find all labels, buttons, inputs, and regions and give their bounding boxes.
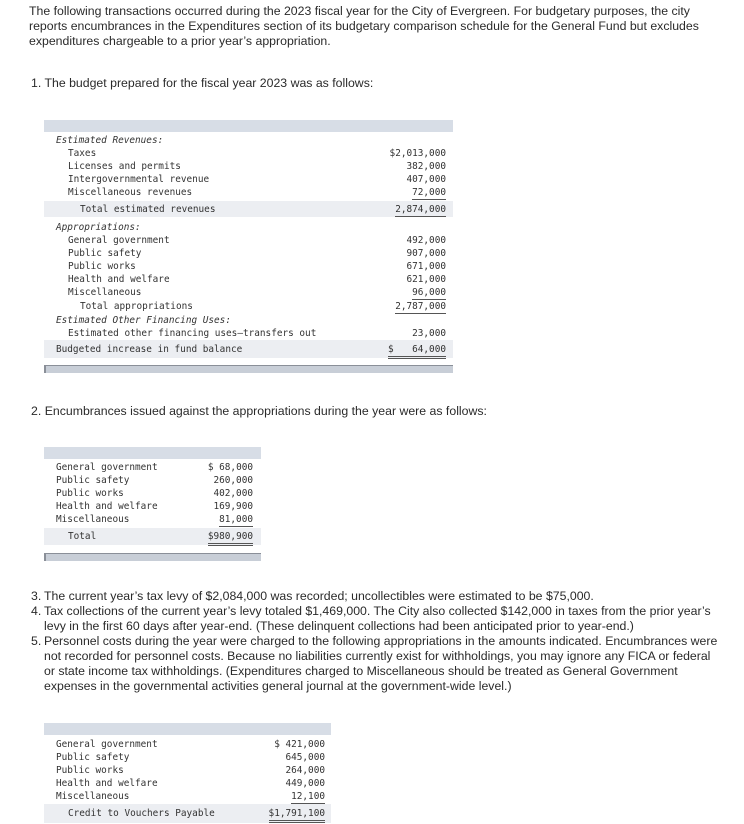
table-row — [56, 487, 253, 500]
table-row — [68, 234, 446, 247]
item-text: Personnel costs during the year were charged to the following appropriations in the amounts indicated. Encumbrances were not recorded for personnel costs. Because no liabilities currently exist for withholdings, you may ignore any FICA or federal or state income tax withholdings. (Expenditures charged to Miscellaneous should be treated as General Government expenses in the governmental activities general journal at the government-wide level.) — [44, 634, 718, 693]
item-number: 3. — [31, 589, 42, 603]
list-item — [31, 634, 721, 694]
table-row — [68, 173, 446, 186]
table-row — [68, 160, 446, 173]
appropriations-header: Appropriations: — [56, 222, 141, 233]
row-amount: 492,000 — [406, 235, 446, 246]
table-header-bar — [44, 447, 261, 459]
row-amount: $ 64,000 — [388, 343, 446, 359]
row-label: Miscellaneous — [68, 287, 142, 298]
list-item — [31, 604, 721, 634]
row-amount: $1,791,100 — [269, 807, 325, 823]
personnel-table — [44, 723, 331, 824]
row-label: Miscellaneous — [56, 791, 130, 802]
row-amount: 72,000 — [412, 187, 446, 198]
row-amount: 264,000 — [285, 765, 325, 776]
item-1-text: The budget prepared for the fiscal year 2023 was as follows: — [44, 76, 374, 90]
row-amount: 96,000 — [412, 287, 446, 298]
row-label: Credit to Vouchers Payable — [68, 808, 215, 819]
row-amount: 12,100 — [291, 791, 325, 802]
row-label: Miscellaneous revenues — [68, 187, 193, 198]
dollar-sign: $ — [388, 344, 394, 355]
row-label: Budgeted increase in fund balance — [56, 344, 243, 355]
fund-balance-row — [56, 343, 446, 356]
row-label: Public safety — [56, 752, 130, 763]
row-label: Total — [68, 531, 97, 542]
item-text: Tax collections of the current year’s levy totaled $1,469,000. The City also collected $142,000 in taxes from the prior year’s levy in the first 60 days after year-end. (These delinquent collections had been anticipated prior to year-end.) — [44, 604, 711, 633]
table-footer-bar — [44, 365, 453, 373]
row-label: General government — [56, 462, 158, 473]
table-header-bar — [44, 723, 331, 735]
table-header-bar — [44, 120, 453, 132]
table-row — [68, 286, 446, 299]
total-revenues-row — [80, 203, 446, 216]
intro-text: The following transactions occurred during the 2023 fiscal year for the City of Evergreen. For budgetary purposes, the city reports encumbrances in the Expenditures section of its budgetary comparison schedule for the General Fund but excludes expenditures chargeable to a prior year’s appropriation. — [29, 4, 699, 48]
item-2-number: 2. — [31, 404, 42, 418]
row-amount: 2,874,000 — [395, 204, 446, 215]
item-1 — [31, 76, 731, 91]
table-footer-bar — [44, 553, 261, 561]
total-appropriations-row — [80, 300, 446, 313]
table-row — [68, 247, 446, 260]
row-amount: 2,787,000 — [395, 301, 446, 312]
item-2-text: Encumbrances issued against the appropriations during the year were as follows: — [44, 404, 487, 418]
other-uses-header: Estimated Other Financing Uses: — [56, 315, 231, 326]
table-row — [68, 260, 446, 273]
row-label: Miscellaneous — [56, 514, 130, 525]
row-amount: 402,000 — [213, 488, 253, 499]
row-label: General government — [68, 235, 170, 246]
row-label: Public works — [68, 261, 136, 272]
row-amount: $2,013,000 — [389, 148, 446, 159]
intro-paragraph — [29, 4, 729, 49]
table-row — [56, 474, 253, 487]
revenues-header: Estimated Revenues: — [56, 135, 164, 146]
row-amount: 23,000 — [412, 328, 446, 339]
table-row — [56, 777, 325, 790]
item-text: The current year’s tax levy of $2,084,000 was recorded; uncollectibles were estimated to be $75,000. — [44, 589, 594, 603]
other-uses-row — [68, 327, 446, 340]
table-row — [56, 790, 325, 803]
row-amount: 260,000 — [213, 475, 253, 486]
row-label: Public safety — [56, 475, 130, 486]
row-amount: 169,900 — [213, 501, 253, 512]
row-amount: $ 421,000 — [274, 739, 325, 750]
row-amount: 407,000 — [406, 174, 446, 185]
row-label: Total estimated revenues — [80, 204, 216, 215]
row-amount: 81,000 — [219, 514, 253, 525]
row-label: Estimated other financing uses—transfers out — [68, 328, 317, 339]
row-amount: 907,000 — [406, 248, 446, 259]
row-amount: 645,000 — [285, 752, 325, 763]
total-row — [68, 807, 325, 820]
item-number: 4. — [31, 604, 42, 618]
row-label: Public works — [56, 488, 124, 499]
table-row — [56, 500, 253, 513]
row-amount: 449,000 — [285, 778, 325, 789]
row-label: Health and welfare — [56, 501, 158, 512]
table-row — [68, 147, 446, 160]
row-amount: $ 68,000 — [207, 462, 253, 473]
table-row — [68, 273, 446, 286]
table-row — [56, 738, 325, 751]
table-row — [56, 751, 325, 764]
encumbrances-table — [44, 447, 261, 565]
row-amount: 382,000 — [406, 161, 446, 172]
table-row — [68, 186, 446, 199]
row-label: Licenses and permits — [68, 161, 181, 172]
items-list — [31, 589, 721, 694]
table-row — [56, 513, 253, 526]
table-row — [56, 461, 253, 474]
row-amount: $980,900 — [208, 530, 253, 546]
list-item — [31, 589, 721, 604]
total-row — [68, 530, 253, 543]
item-1-number: 1. — [31, 76, 42, 90]
row-amount: 621,000 — [406, 274, 446, 285]
table-row — [56, 764, 325, 777]
row-label: Total appropriations — [80, 301, 193, 312]
item-number: 5. — [31, 634, 42, 648]
row-label: Public works — [56, 765, 124, 776]
row-label: Public safety — [68, 248, 142, 259]
row-label: Intergovernmental revenue — [68, 174, 210, 185]
row-label: General government — [56, 739, 158, 750]
row-amount: 671,000 — [406, 261, 446, 272]
item-2 — [31, 404, 731, 419]
budget-table — [44, 120, 453, 372]
row-label: Health and welfare — [56, 778, 158, 789]
row-label: Health and welfare — [68, 274, 170, 285]
row-label: Taxes — [68, 148, 97, 159]
